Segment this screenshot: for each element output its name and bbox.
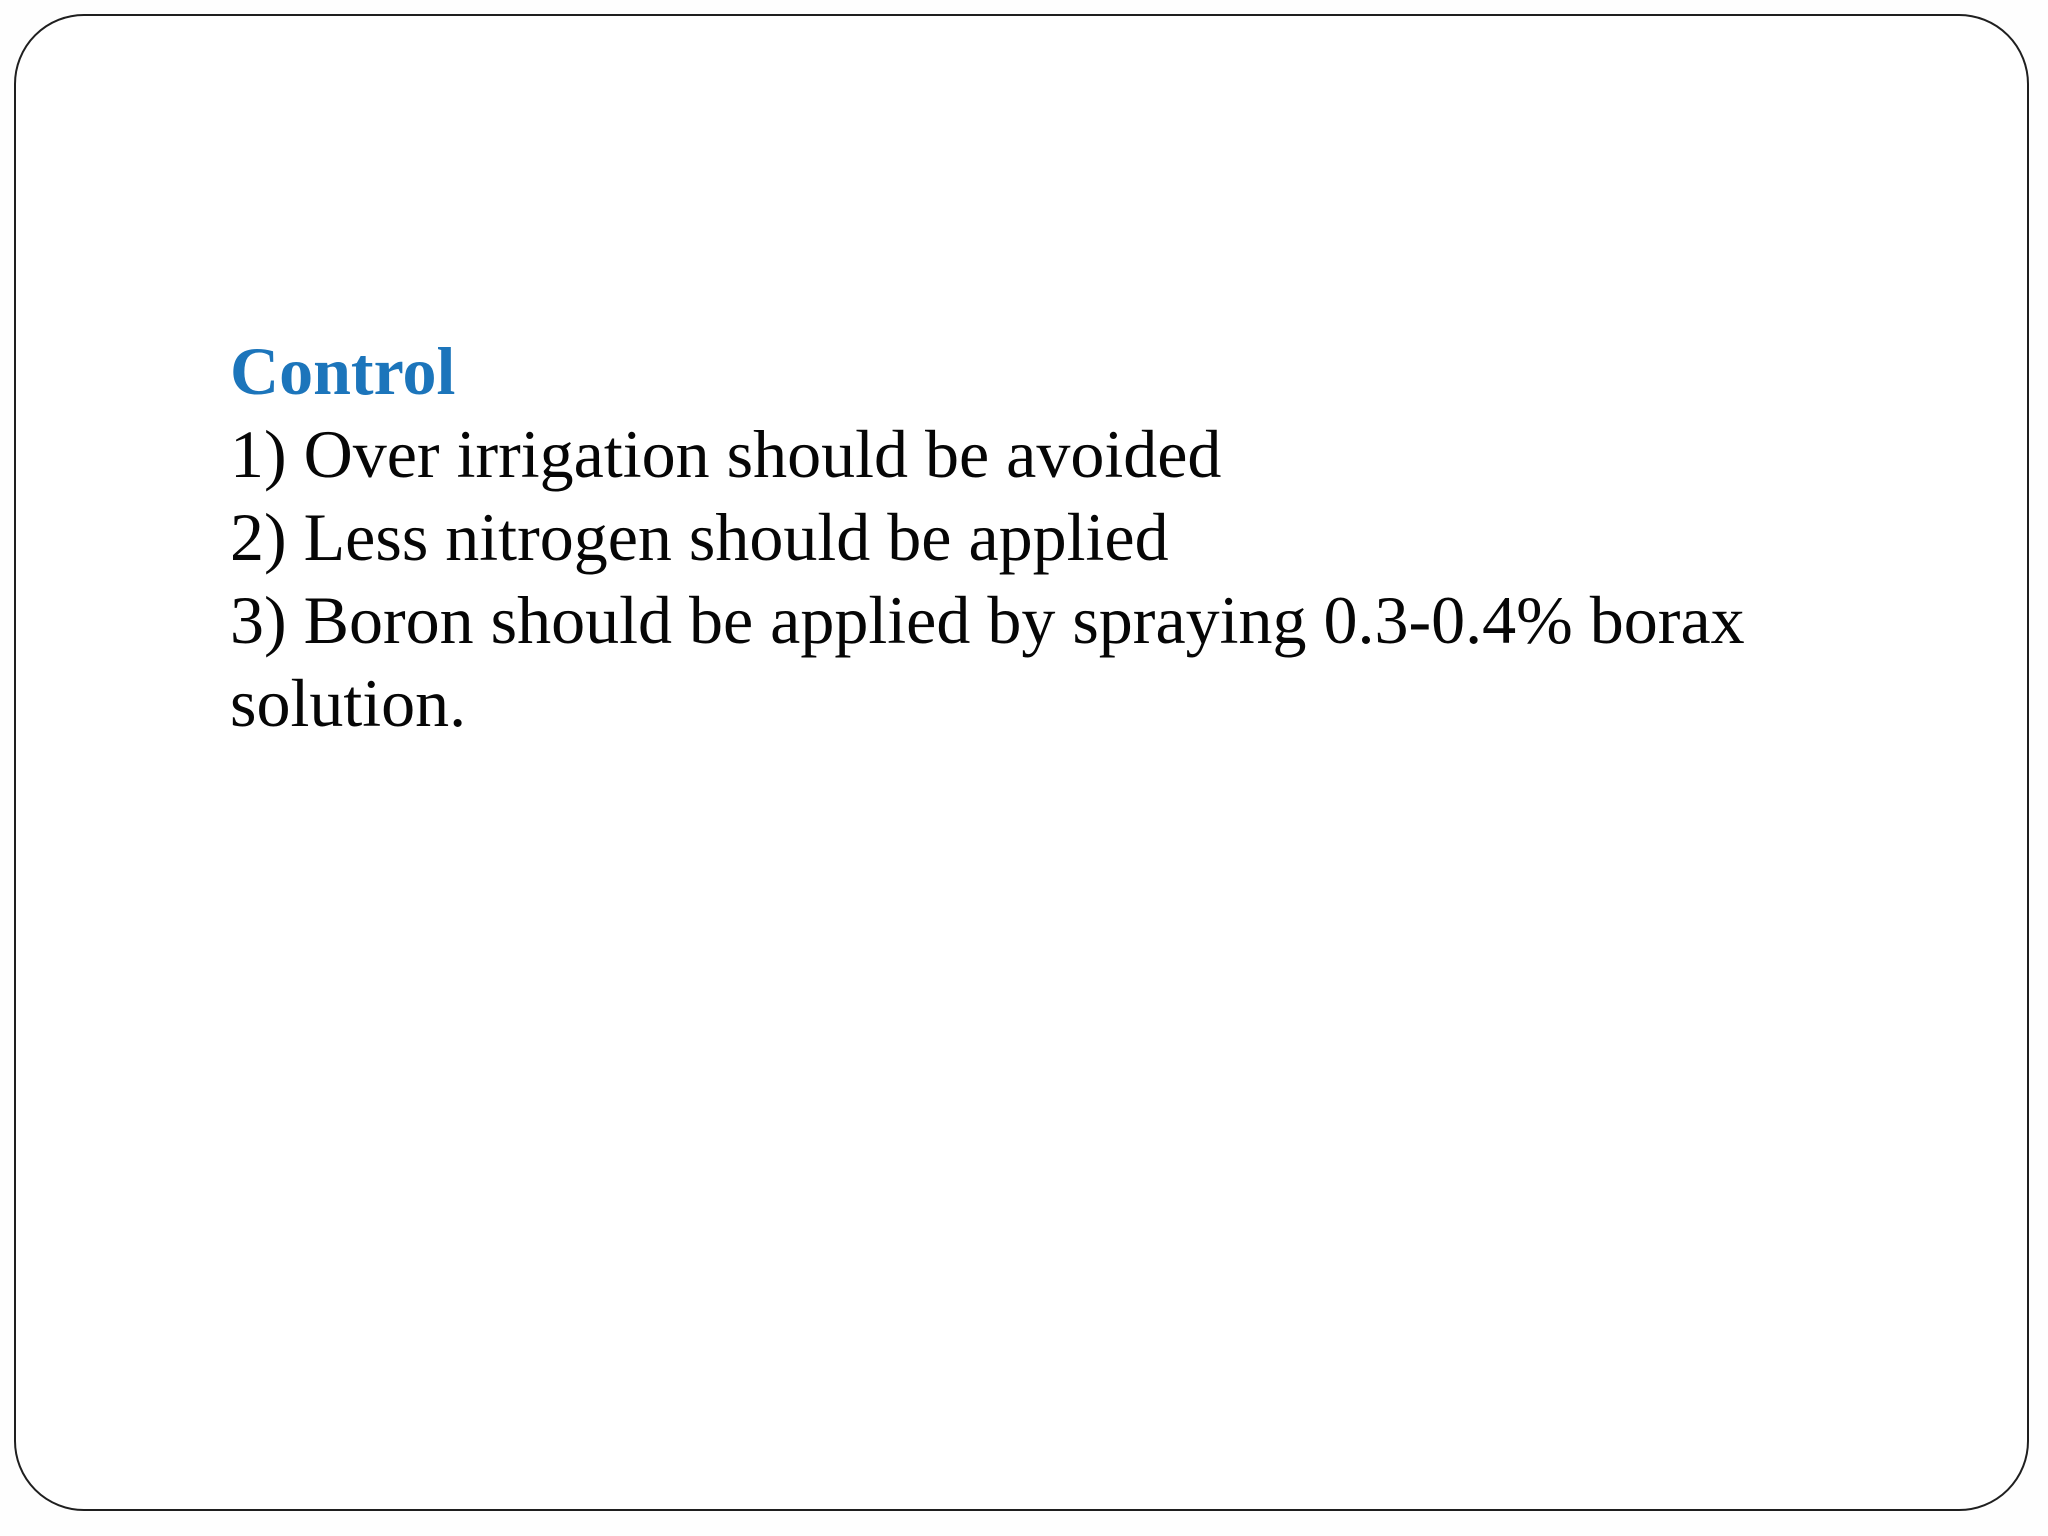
slide-text-block [230,330,1790,745]
control-item-1: 1) Over irrigation should be avoided [230,416,1222,492]
control-item-3-wrap: solution. [230,665,467,741]
control-item-2: 2) Less nitrogen should be applied [230,499,1169,575]
control-item-3: 3) Boron should be applied by spraying 0.3-0.4% borax [230,582,1745,658]
slide-heading: Control [230,333,456,409]
slide-border-frame [14,14,2029,1511]
